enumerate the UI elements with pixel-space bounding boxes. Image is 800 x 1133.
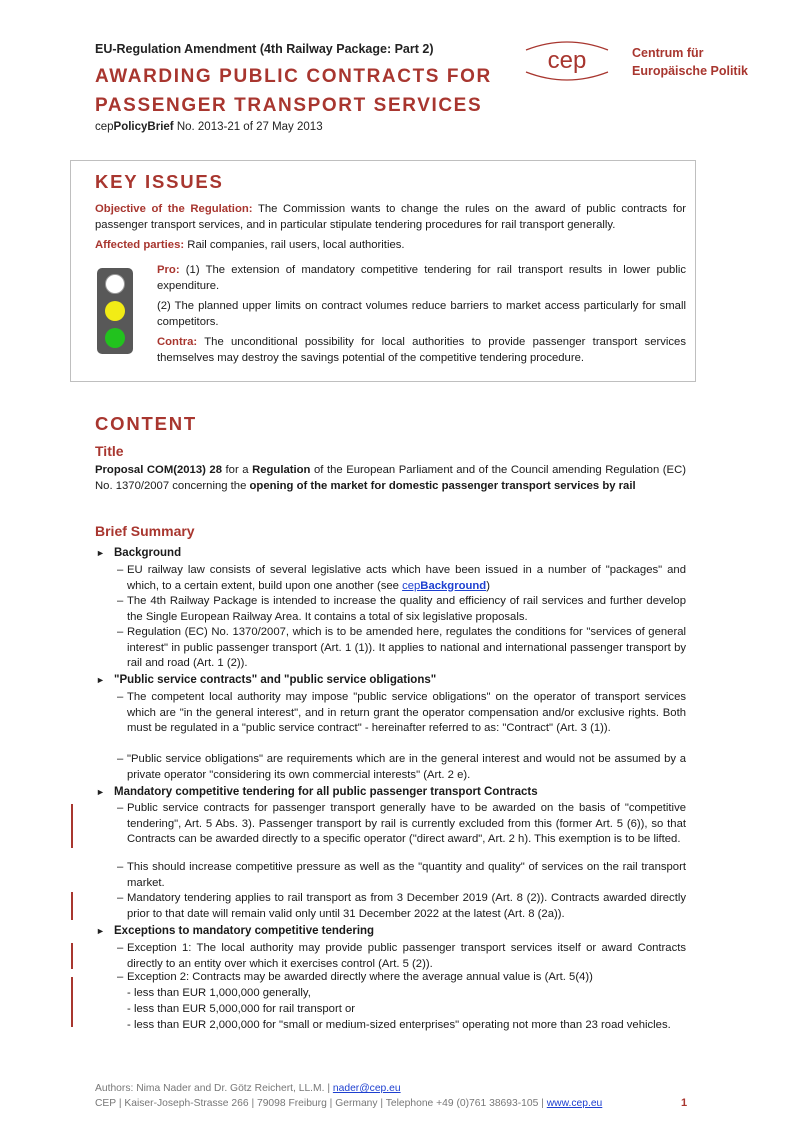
affected-paragraph	[95, 238, 686, 254]
address-text: CEP | Kaiser-Joseph-Strasse 266 | 79098 Freiburg | Germany | Telephone +49 (0)761 38693-105 |	[95, 1098, 547, 1109]
bullet-arrow-icon: ►	[96, 787, 105, 797]
brief-bold: PolicyBrief	[113, 121, 174, 133]
logo-line-1: Centrum für	[632, 46, 704, 60]
pso-heading	[96, 674, 436, 686]
regulation-word: Regulation	[252, 464, 311, 476]
background-heading	[96, 547, 181, 559]
affected-text: Rail companies, rail users, local authorities.	[184, 239, 405, 251]
bullet-arrow-icon: ►	[96, 548, 105, 558]
mandatory-item-2	[117, 860, 686, 891]
pso-item-1	[117, 690, 686, 737]
background-item-1	[117, 563, 686, 594]
objective-paragraph	[95, 202, 686, 233]
change-marker	[71, 804, 73, 848]
contra-label: Contra:	[157, 336, 198, 348]
exceptions-heading-text: Exceptions to mandatory competitive tendering	[114, 925, 375, 937]
dash-marker: –	[117, 942, 124, 954]
title-paragraph	[95, 463, 686, 494]
objective-label: Objective of the Regulation:	[95, 203, 253, 215]
sub-dash-marker: -	[127, 1019, 131, 1031]
contra-text: The unconditional possibility for local authorities to provide passenger transport services themselves may destroy the savings potential of the competitive tendering procedure.	[157, 336, 686, 364]
dash-marker: –	[117, 564, 124, 576]
exceptions-heading	[96, 925, 374, 937]
pso-item-1-text: The competent local authority may impose "public service obligations" on the operator of transport services which are "in the general interest", and in return grant the operator compensation and/or exclusive rights. Both must be regulated in a "public service contract" - hereinafter referred to as: "Contract" (Art. 3 (1)).	[127, 691, 686, 734]
key-issues-heading: KEY ISSUES	[95, 171, 224, 192]
cep-background-link[interactable]	[402, 580, 486, 592]
exceptions-threshold-2	[127, 1002, 686, 1018]
footer-authors	[95, 1083, 401, 1094]
change-marker	[71, 892, 73, 920]
dash-marker: –	[117, 971, 124, 983]
green-lamp	[105, 328, 125, 348]
threshold-3-text: less than EUR 2,000,000 for "small or medium-sized enterprises" operating not more than 23 road vehicles.	[134, 1019, 671, 1031]
dash-marker: –	[117, 753, 124, 765]
background-item-2-text: The 4th Railway Package is intended to increase the quality and efficiency of rail services and further develop the Single European Railway Area. It contains a total of six legislative proposals.	[127, 595, 686, 623]
website-link[interactable]: www.cep.eu	[546, 1098, 603, 1109]
link-bold: Background	[420, 579, 487, 592]
authors-text: Authors: Nima Nader and Dr. Götz Reichert, LL.M. |	[95, 1083, 333, 1094]
background-item-1-pre: EU railway law consists of several legislative acts which have been issued in a number of "packages" and which, to a certain extent, build upon one another (see	[127, 564, 686, 592]
contra-paragraph	[157, 335, 686, 366]
brief-prefix: cep	[95, 121, 114, 133]
content-heading: CONTENT	[95, 413, 198, 434]
dash-marker: –	[117, 595, 124, 607]
mandatory-heading	[96, 786, 538, 798]
title-subject: opening of the market for domestic passenger transport services by rail	[249, 479, 636, 492]
exceptions-item-1-text: Exception 1: The local authority may provide public passenger transport services itself or award Contracts directly to an entity over which it exercises control (Art. 5 (2)).	[127, 942, 686, 970]
summary-heading: Brief Summary	[95, 523, 195, 539]
dash-marker: –	[117, 626, 124, 638]
mandatory-item-3	[117, 891, 686, 922]
logo-text	[632, 44, 748, 80]
logo-line-2: Europäische Politik	[632, 64, 749, 78]
exceptions-threshold-1	[127, 986, 686, 1002]
mandatory-heading-text: Mandatory competitive tendering for all public passenger transport Contracts	[114, 786, 538, 798]
change-marker	[71, 977, 73, 1027]
dash-marker: –	[117, 691, 124, 703]
title-heading: Title	[95, 443, 124, 459]
link-prefix: cep	[402, 579, 421, 592]
pso-item-2-text: "Public service obligations" are requirements which are in the general interest and would not be assumed by a private operator "considering its own commercial interests" (Art. 2 e).	[127, 753, 686, 781]
threshold-2-text: less than EUR 5,000,000 for rail transport or	[134, 1003, 356, 1015]
mandatory-item-2-text: This should increase competitive pressure as well as the "quantity and quality" of services on the rail transport market.	[127, 861, 686, 889]
background-heading-text: Background	[114, 547, 182, 559]
document-kicker: EU-Regulation Amendment (4th Railway Package: Part 2)	[95, 42, 434, 56]
exceptions-item-2-text: Exception 2: Contracts may be awarded directly where the average annual value is (Art. 5(4))	[127, 971, 593, 983]
yellow-lamp	[105, 301, 125, 321]
pso-item-2	[117, 752, 686, 783]
pro-text-1: (1) The extension of mandatory competitive tendering for rail transport results in lower public expenditure.	[157, 264, 686, 292]
title-text-4: of the European Parliament and of the Council amending Regulation (EC) No. 1370/2007 concerning the	[95, 464, 686, 492]
author-email-link[interactable]: nader@cep.eu	[332, 1083, 401, 1094]
change-marker	[71, 943, 73, 969]
exceptions-threshold-3	[127, 1018, 686, 1034]
cep-logo-icon	[522, 40, 612, 82]
white-lamp	[105, 274, 125, 294]
dash-marker: –	[117, 861, 124, 873]
objective-text: The Commission wants to change the rules on the award of public contracts for passenger transport services, and in particular stipulate tendering procedures for rail transport generally.	[95, 203, 687, 231]
proposal-ref: Proposal COM(2013) 28	[95, 464, 222, 476]
background-item-3-text: Regulation (EC) No. 1370/2007, which is to be amended here, regulates the conditions for "services of general interest" in public passenger transport (Art. 1 (1)). It applies to national and international passenger transport by rail and road (Art. 1 (2)).	[127, 626, 686, 669]
bullet-arrow-icon: ►	[96, 926, 105, 936]
mandatory-item-1	[117, 801, 686, 848]
exceptions-item-2	[117, 970, 686, 986]
svg-text:cep: cep	[547, 47, 587, 74]
traffic-light-icon	[97, 268, 133, 354]
background-item-1-post: )	[486, 579, 490, 592]
pro-paragraph-1	[157, 263, 686, 294]
page-number: 1	[681, 1097, 688, 1109]
mandatory-item-1-text: Public service contracts for passenger transport generally have to be awarded on the basis of "competitive tendering", Art. 5 Abs. 3). Passenger transport by rail is currently excluded from this (former Art. 5 (6)), so that Contracts can be awarded directly to a specific operator ("direct award", Art. 2 h). This exemption is to be lifted.	[127, 802, 686, 845]
dash-marker: –	[117, 802, 124, 814]
background-item-3	[117, 625, 686, 672]
policy-brief-line	[95, 121, 323, 133]
bullet-arrow-icon: ►	[96, 675, 105, 685]
dash-marker: –	[117, 892, 124, 904]
pro-label: Pro:	[157, 264, 180, 276]
sub-dash-marker: -	[127, 1003, 131, 1015]
pro-paragraph-2: (2) The planned upper limits on contract volumes reduce barriers to market access particularly for small competitors.	[157, 300, 686, 328]
footer-address	[95, 1098, 602, 1109]
exceptions-item-1	[117, 941, 686, 972]
title-text-2: for a	[222, 464, 253, 476]
brief-number: No. 2013-21 of 27 May 2013	[173, 121, 323, 133]
pso-heading-text: "Public service contracts" and "public service obligations"	[114, 674, 437, 686]
threshold-1-text: less than EUR 1,000,000 generally,	[134, 987, 311, 999]
mandatory-item-3-text: Mandatory tendering applies to rail transport as from 3 December 2019 (Art. 8 (2)). Contracts awarded directly prior to that date will remain valid only until 31 December 2022 at the latest (Art. 8 (2a)).	[127, 892, 686, 920]
affected-label: Affected parties:	[95, 239, 185, 251]
sub-dash-marker: -	[127, 987, 131, 999]
background-item-2	[117, 594, 686, 625]
document-title: AWARDING PUBLIC CONTRACTS FOR PASSENGER TRANSPORT SERVICES	[95, 66, 492, 116]
